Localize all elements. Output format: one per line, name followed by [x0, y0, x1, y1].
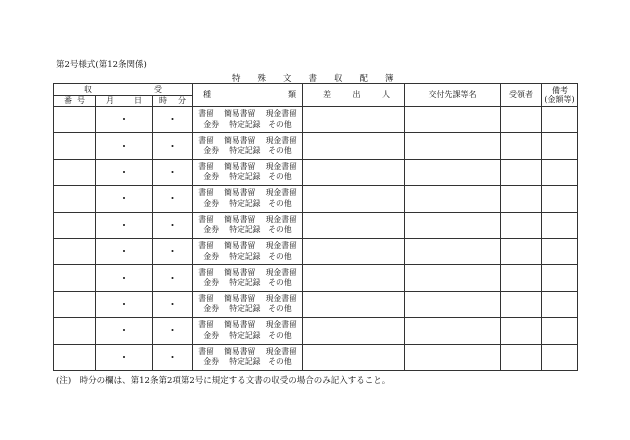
recipient-cell[interactable]: [501, 265, 542, 291]
kinds-options-line1: 書留 簡易書留 現金書留: [198, 109, 297, 119]
date-separator: ・: [118, 165, 130, 179]
ledger-row: [54, 212, 578, 238]
kinds-options-line2: 金券 特定記録 その他: [203, 330, 292, 340]
time-cell[interactable]: [153, 186, 193, 212]
ledger-row: [54, 318, 578, 344]
ledger-row: [54, 265, 578, 291]
recipient-cell[interactable]: [501, 186, 542, 212]
kinds-options-line2: 金券 特定記録 その他: [203, 357, 292, 367]
recipient-cell[interactable]: [501, 159, 542, 185]
sender-label-left: 差: [323, 90, 332, 99]
destination-cell[interactable]: [405, 238, 501, 264]
kinds-options-line1: 書留 簡易書留 現金書留: [198, 267, 297, 277]
date-separator: ・: [118, 218, 130, 232]
date-separator: ・: [118, 113, 130, 127]
note-cell[interactable]: [542, 318, 578, 344]
time-separator: ・: [167, 113, 179, 127]
footnote: (注) 時分の欄は、第12条第2項第2号に規定する文書の収受の場合のみ記入すること。: [56, 376, 391, 386]
note-sublabel: (金額等): [544, 95, 575, 104]
ledger-row: [54, 291, 578, 317]
note-cell[interactable]: [542, 265, 578, 291]
destination-cell[interactable]: [405, 344, 501, 370]
number-label-right: 号: [77, 96, 85, 105]
kinds-options-line2: 金券 特定記録 その他: [203, 251, 292, 261]
kinds-cell[interactable]: [193, 212, 303, 238]
time-separator: ・: [167, 297, 179, 311]
time-label-right: 分: [178, 96, 187, 105]
ledger-row: [54, 107, 578, 133]
kinds-cell[interactable]: [193, 291, 303, 317]
note-cell[interactable]: [542, 238, 578, 264]
sender-header: [303, 84, 405, 107]
time-separator: ・: [167, 139, 179, 153]
note-header: [542, 84, 578, 107]
kinds-cell[interactable]: [193, 186, 303, 212]
time-separator: ・: [167, 271, 179, 285]
ledger-row: [54, 133, 578, 159]
date-cell[interactable]: [96, 318, 153, 344]
sender-cell[interactable]: [303, 265, 405, 291]
date-cell[interactable]: [96, 291, 153, 317]
note-cell[interactable]: [542, 133, 578, 159]
time-cell[interactable]: [153, 291, 193, 317]
time-separator: ・: [167, 324, 179, 338]
receipt-header: [54, 84, 193, 96]
recipient-cell[interactable]: [501, 344, 542, 370]
header-row-receipt: [54, 84, 578, 96]
time-cell[interactable]: [153, 133, 193, 159]
date-separator: ・: [118, 271, 130, 285]
destination-cell[interactable]: [405, 159, 501, 185]
kinds-options-line2: 金券 特定記録 その他: [203, 146, 292, 156]
kinds-options-line1: 書留 簡易書留 現金書留: [198, 241, 297, 251]
ledger-table: [53, 83, 578, 371]
time-cell[interactable]: [153, 238, 193, 264]
ledger-title: 特 殊 文 書 収 配 簿: [232, 74, 394, 84]
kinds-cell[interactable]: [193, 344, 303, 370]
time-separator: ・: [167, 245, 179, 259]
time-cell[interactable]: [153, 344, 193, 370]
number-cell[interactable]: [54, 265, 96, 291]
recipient-cell[interactable]: [501, 212, 542, 238]
time-cell[interactable]: [153, 318, 193, 344]
time-cell[interactable]: [153, 107, 193, 133]
sender-cell[interactable]: [303, 107, 405, 133]
number-cell[interactable]: [54, 107, 96, 133]
kinds-options-line2: 金券 特定記録 その他: [203, 198, 292, 208]
date-separator: ・: [118, 324, 130, 338]
sender-label-right: 人: [382, 90, 391, 99]
ledger-body: [54, 107, 578, 371]
number-cell[interactable]: [54, 344, 96, 370]
time-label-left: 時: [159, 96, 167, 105]
recipient-cell[interactable]: [501, 133, 542, 159]
number-cell[interactable]: [54, 133, 96, 159]
kinds-label-left: 種: [203, 90, 212, 99]
time-separator: ・: [167, 192, 179, 206]
recipient-cell[interactable]: [501, 107, 542, 133]
time-cell[interactable]: [153, 265, 193, 291]
note-cell[interactable]: [542, 291, 578, 317]
kinds-options-line1: 書留 簡易書留 現金書留: [198, 293, 297, 303]
kinds-options-line1: 書留 簡易書留 現金書留: [198, 161, 297, 171]
kinds-options-line1: 書留 簡易書留 現金書留: [198, 135, 297, 145]
kinds-cell[interactable]: [193, 133, 303, 159]
kinds-header: [193, 84, 303, 107]
number-cell[interactable]: [54, 238, 96, 264]
number-cell[interactable]: [54, 212, 96, 238]
note-label-left: 備: [552, 85, 561, 95]
kinds-label-right: 類: [288, 90, 297, 99]
receipt-label-right: 受: [154, 84, 163, 94]
time-separator: ・: [167, 165, 179, 179]
kinds-cell[interactable]: [193, 159, 303, 185]
kinds-cell[interactable]: [193, 318, 303, 344]
kinds-options-line1: 書留 簡易書留 現金書留: [198, 188, 297, 198]
sender-label-mid: 出: [352, 90, 361, 99]
recipient-cell[interactable]: [501, 318, 542, 344]
ledger-row: [54, 238, 578, 264]
number-cell[interactable]: [54, 159, 96, 185]
note-cell[interactable]: [542, 159, 578, 185]
note-cell[interactable]: [542, 186, 578, 212]
kinds-options-line1: 書留 簡易書留 現金書留: [198, 346, 297, 356]
kinds-options-line2: 金券 特定記録 その他: [203, 172, 292, 182]
kinds-cell[interactable]: [193, 238, 303, 264]
note-cell[interactable]: [542, 344, 578, 370]
time-cell[interactable]: [153, 159, 193, 185]
date-cell[interactable]: [96, 159, 153, 185]
number-cell[interactable]: [54, 291, 96, 317]
note-cell[interactable]: [542, 212, 578, 238]
kinds-options-line2: 金券 特定記録 その他: [203, 119, 292, 129]
destination-cell[interactable]: [405, 212, 501, 238]
number-label-left: 番: [64, 96, 72, 105]
sender-cell[interactable]: [303, 186, 405, 212]
recipient-cell[interactable]: [501, 291, 542, 317]
date-cell[interactable]: [96, 133, 153, 159]
kinds-options-line1: 書留 簡易書留 現金書留: [198, 214, 297, 224]
ledger-row: [54, 159, 578, 185]
sender-cell[interactable]: [303, 212, 405, 238]
sender-cell[interactable]: [303, 238, 405, 264]
destination-cell[interactable]: [405, 133, 501, 159]
date-cell[interactable]: [96, 107, 153, 133]
number-cell[interactable]: [54, 186, 96, 212]
kinds-options-line2: 金券 特定記録 その他: [203, 225, 292, 235]
date-separator: ・: [118, 192, 130, 206]
time-header: [153, 96, 193, 107]
sender-cell[interactable]: [303, 318, 405, 344]
destination-cell[interactable]: [405, 318, 501, 344]
recipient-cell[interactable]: [501, 238, 542, 264]
destination-cell[interactable]: [405, 107, 501, 133]
kinds-cell[interactable]: [193, 107, 303, 133]
recipient-header: 受領者: [501, 84, 542, 107]
kinds-options-line2: 金券 特定記録 その他: [203, 278, 292, 288]
date-cell[interactable]: [96, 344, 153, 370]
ledger-row: [54, 186, 578, 212]
receipt-label-left: 収: [84, 84, 92, 94]
date-separator: ・: [118, 297, 130, 311]
number-cell[interactable]: [54, 318, 96, 344]
destination-cell[interactable]: [405, 186, 501, 212]
destination-cell[interactable]: [405, 265, 501, 291]
number-header: [54, 96, 96, 107]
sender-cell[interactable]: [303, 133, 405, 159]
form-label: 第2号様式(第12条関係): [56, 60, 147, 70]
sender-cell[interactable]: [303, 291, 405, 317]
kinds-cell[interactable]: [193, 265, 303, 291]
day-label: 日: [134, 96, 142, 105]
destination-header: 交付先課等名: [405, 84, 501, 107]
kinds-options-line1: 書留 簡易書留 現金書留: [198, 320, 297, 330]
ledger-row: [54, 344, 578, 370]
time-cell[interactable]: [153, 212, 193, 238]
date-separator: ・: [118, 139, 130, 153]
month-day-header: [96, 96, 153, 107]
date-cell[interactable]: [96, 238, 153, 264]
date-separator: ・: [118, 350, 130, 364]
date-cell[interactable]: [96, 265, 153, 291]
destination-cell[interactable]: [405, 291, 501, 317]
note-cell[interactable]: [542, 107, 578, 133]
date-separator: ・: [118, 245, 130, 259]
kinds-options-line2: 金券 特定記録 その他: [203, 304, 292, 314]
sender-cell[interactable]: [303, 159, 405, 185]
date-cell[interactable]: [96, 212, 153, 238]
note-label-right: 考: [560, 85, 569, 95]
time-separator: ・: [167, 218, 179, 232]
time-separator: ・: [167, 350, 179, 364]
month-label: 月: [106, 96, 114, 105]
sender-cell[interactable]: [303, 344, 405, 370]
date-cell[interactable]: [96, 186, 153, 212]
